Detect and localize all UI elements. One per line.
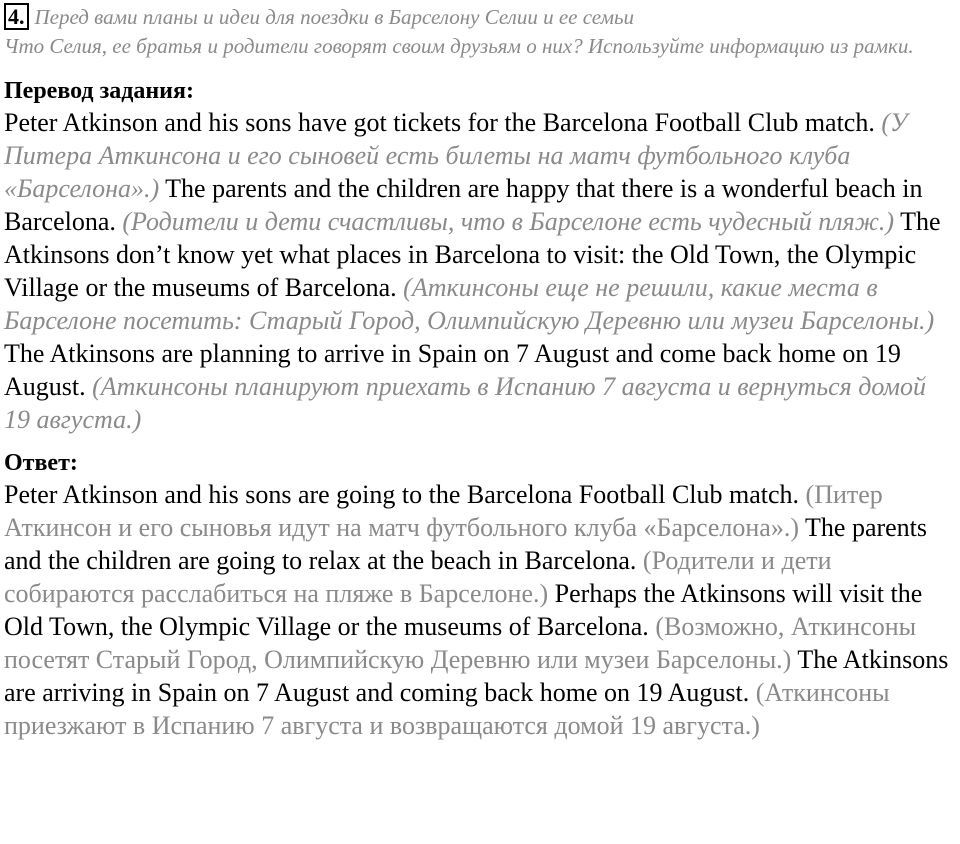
answer-sentence-1-en: Peter Atkinson and his sons are going to the Barcelona Football Club match. — [4, 480, 800, 509]
translation-sentence-3-ru: (Аткинсоны еще не решили, какие места в Барселоне посетить: Старый Город, Олимпийскую Деревню или музеи Барселоны.) — [4, 273, 935, 335]
translation-sentence-2-en: The parents and the children are happy that there is a wonderful beach in Barcelona. — [4, 174, 923, 236]
translation-sentence-4-en: The Atkinsons are planning to arrive in Spain on 7 August and come back home on 19 August. — [4, 339, 901, 401]
translation-sentence-3-en: The Atkinsons don’t know yet what places in Barcelona to visit: the Old Town, the Olympic Village or the museums of Barcelona. — [4, 207, 941, 302]
translation-heading: Перевод задания: — [4, 78, 194, 104]
answer-heading: Ответ: — [4, 450, 78, 476]
translation-sentence-1-en: Peter Atkinson and his sons have got tickets for the Barcelona Football Club match. — [4, 108, 875, 137]
answer-paragraph — [4, 478, 954, 742]
answer-sentence-1-ru: (Питер Аткинсон и его сыновья идут на матч футбольного клуба «Барселона».) — [4, 480, 883, 542]
translation-paragraph — [4, 106, 954, 436]
translation-sentence-4-ru: (Аткинсоны планируют приехать в Испанию 7 августа и вернуться домой 19 августа.) — [4, 372, 926, 434]
task-line-2: Что Селия, ее братья и родители говорят своим друзьям о них? Используйте информацию из рамки. — [4, 34, 914, 58]
task-number: 4. — [4, 3, 29, 30]
translation-sentence-2-ru: (Родители и дети счастливы, что в Барселоне есть чудесный пляж.) — [122, 207, 895, 236]
answer-sentence-2-ru: (Родители и дети собираются расслабиться на пляже в Барселоне.) — [4, 546, 832, 608]
task-instruction — [4, 0, 934, 61]
translation-sentence-1-ru: (У Питера Аткинсона и его сыновей есть билеты на матч футбольного клуба «Барселона».) — [4, 108, 908, 203]
answer-sentence-2-en: The parents and the children are going to relax at the beach in Barcelona. — [4, 513, 928, 575]
task-line-1: Перед вами планы и идеи для поездки в Барселону Селии и ее семьи — [34, 5, 635, 29]
answer-sentence-4-ru: (Аткинсоны приезжают в Испанию 7 августа и возвращаются домой 19 августа.) — [4, 678, 890, 740]
answer-sentence-3-ru: (Возможно, Аткинсоны посетят Старый Город, Олимпийскую Деревню или музеи Барселоны.) — [4, 612, 917, 674]
answer-sentence-4-en: The Atkinsons are arriving in Spain on 7 August and coming back home on 19 August. — [4, 645, 949, 707]
answer-sentence-3-en: Perhaps the Atkinsons will visit the Old Town, the Olympic Village or the museums of Barcelona. — [4, 579, 923, 641]
